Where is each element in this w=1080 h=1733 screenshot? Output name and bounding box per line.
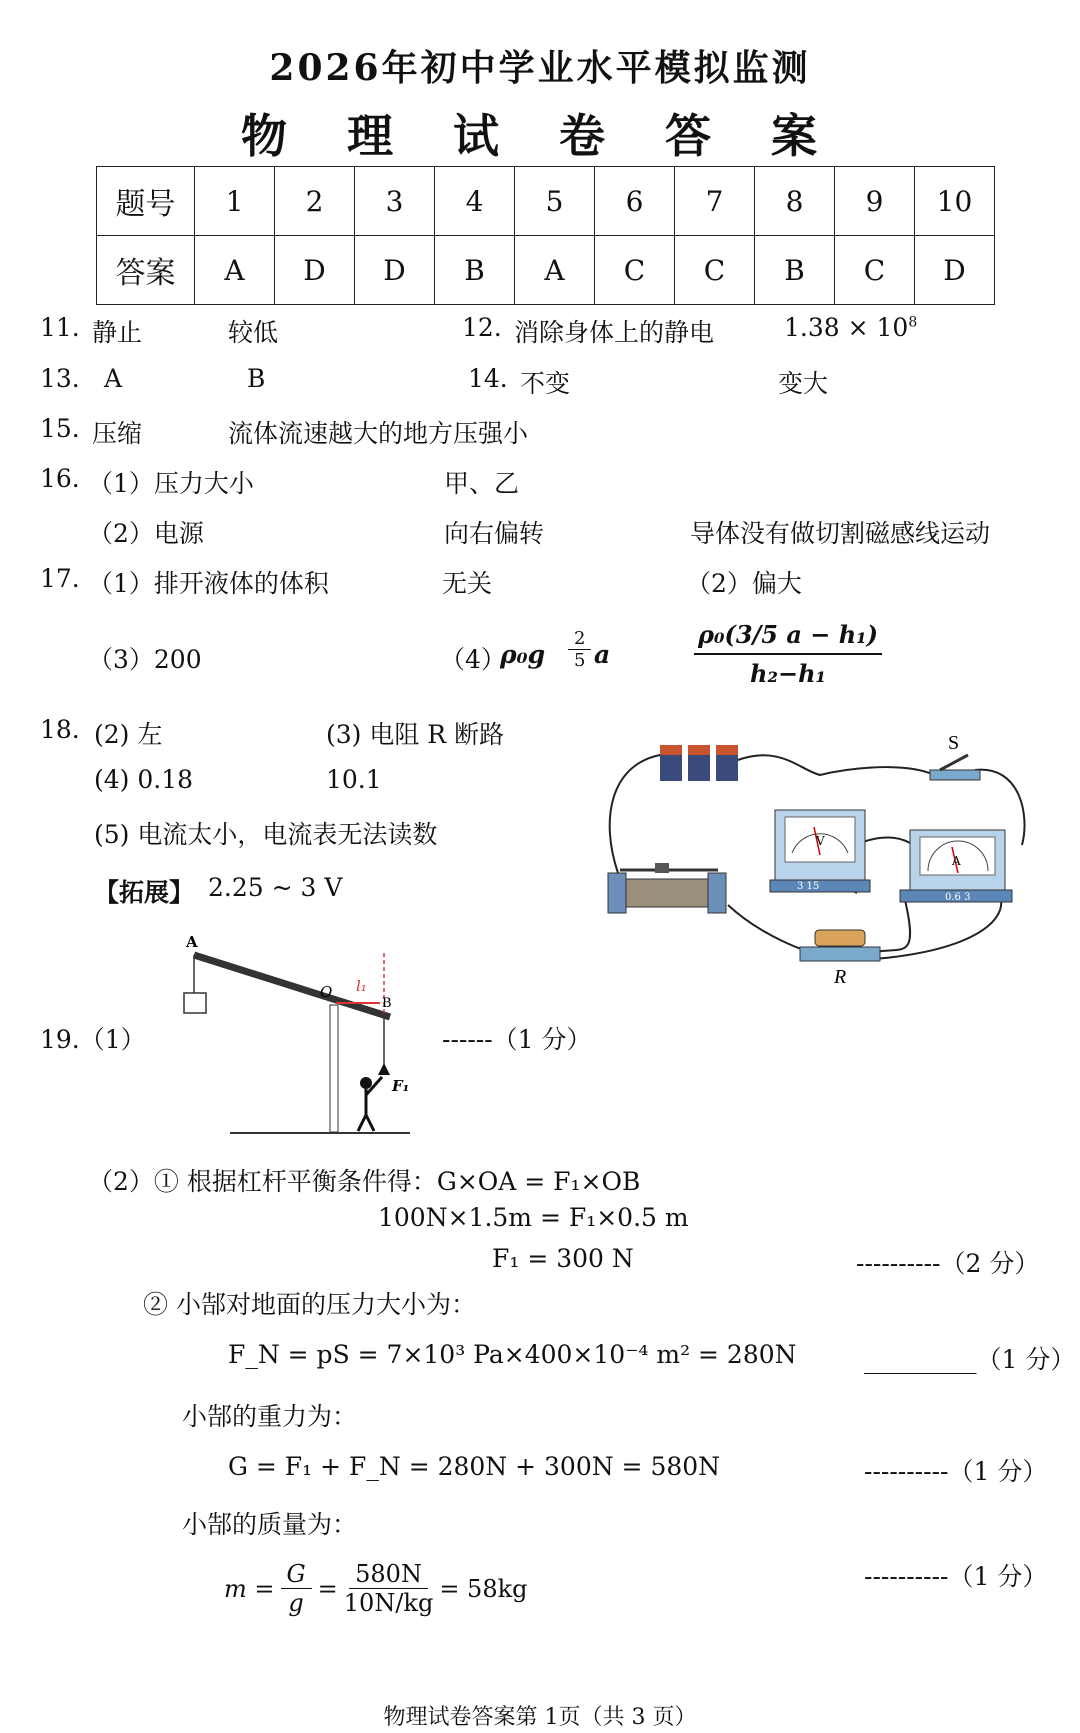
- q17-part1-b: 无关: [442, 569, 493, 598]
- q17-part4: （4）: [440, 645, 506, 674]
- q12-answer-1: 消除身体上的静电: [514, 318, 715, 347]
- q19-score-5: ----------（1 分）: [864, 1562, 1048, 1591]
- answer-table: [96, 166, 995, 305]
- resistor-icon: [800, 930, 880, 961]
- q16-part2-b: 向右偏转: [444, 519, 545, 548]
- battery-icon: [660, 745, 738, 781]
- q19-mass-equation: [224, 1560, 528, 1617]
- fraction-denominator: g: [288, 1589, 304, 1617]
- q18-part5: (5) 电流太小，电流表无法读数: [94, 820, 438, 849]
- q12-exponent: 8: [908, 314, 918, 331]
- table-cell: 2: [275, 167, 355, 236]
- q13-answer-1: A: [104, 364, 123, 393]
- q15-answer-2: 流体流速越大的地方压强小: [228, 419, 529, 448]
- table-cell: 3: [355, 167, 435, 236]
- point-a-label: A: [186, 933, 198, 951]
- q12-number: 12.: [462, 313, 502, 342]
- ammeter-label: A: [952, 854, 961, 868]
- q18-part4-b: 10.1: [326, 765, 382, 794]
- q16-part2: （2）电源: [88, 519, 204, 548]
- weight-box: [184, 993, 206, 1013]
- q17-part3: （3）200: [88, 645, 202, 674]
- q18-extension-label: 【拓展】: [94, 878, 195, 907]
- voltmeter-icon: [770, 810, 870, 892]
- table-cell: 6: [595, 167, 675, 236]
- q15-number: 15.: [40, 414, 80, 443]
- mass-fraction-2: [344, 1560, 434, 1617]
- table-cell: 10: [915, 167, 995, 236]
- page-title: 2026年初中学业水平模拟监测: [269, 47, 811, 89]
- resistor-label: R: [834, 966, 847, 985]
- q17-number: 17.: [40, 564, 80, 593]
- table-header-cell: 题号: [97, 167, 195, 236]
- q19-score-3: _________（1 分）: [864, 1345, 1076, 1374]
- point-o-label: O: [320, 983, 333, 1001]
- q18-part3: (3) 电阻 R 断路: [326, 720, 505, 749]
- table-header-cell: 答案: [97, 236, 195, 305]
- force-f1-label: F₁: [392, 1077, 410, 1095]
- q16-part1-b: 甲、乙: [444, 469, 520, 498]
- table-cell: 8: [755, 167, 835, 236]
- q14-answer-2: 变大: [778, 369, 829, 398]
- table-cell: 7: [675, 167, 755, 236]
- fraction-numerator: 2: [568, 628, 591, 650]
- fraction-numerator: G: [281, 1560, 312, 1589]
- table-row-answers: [97, 236, 995, 305]
- q15-answer-1: 压缩: [92, 419, 143, 448]
- rheostat-icon: [608, 863, 726, 913]
- pivot-post: [330, 1005, 338, 1132]
- table-row-numbers: [97, 167, 995, 236]
- table-cell: 1: [195, 167, 275, 236]
- table-cell: D: [275, 236, 355, 305]
- table-cell: A: [515, 236, 595, 305]
- formula-numerator: ρ₀(3/5 a − h₁): [694, 620, 882, 655]
- q17-density-formula: [694, 620, 882, 688]
- q19-mass-intro: 小郜的质量为：: [182, 1510, 358, 1539]
- table-cell: B: [755, 236, 835, 305]
- table-cell: C: [595, 236, 675, 305]
- equals-sign: =: [317, 1574, 338, 1603]
- table-cell: 4: [435, 167, 515, 236]
- fraction-numerator: 580N: [349, 1560, 428, 1589]
- table-cell: C: [675, 236, 755, 305]
- q16-part2-c: 导体没有做切割磁感线运动: [690, 519, 991, 548]
- ammeter-scale: 0.6 3: [945, 892, 971, 903]
- table-cell: 9: [835, 167, 915, 236]
- q19-part2-line3: F₁ = 300 N: [492, 1244, 634, 1273]
- formula-denominator: h₂−h₁: [750, 659, 827, 688]
- q13-answer-2: B: [247, 364, 266, 393]
- mass-fraction-1: [281, 1560, 312, 1617]
- q19-number: 19.（1）: [40, 1025, 146, 1054]
- table-cell: C: [835, 236, 915, 305]
- q19-gravity-intro: 小郜的重力为：: [182, 1402, 358, 1431]
- q18-number: 18.: [40, 715, 80, 744]
- table-cell: D: [915, 236, 995, 305]
- q16-number: 16.: [40, 464, 80, 493]
- mass-eq-right: = 58kg: [439, 1574, 528, 1603]
- q19-score-4: ----------（1 分）: [864, 1457, 1048, 1486]
- q19-pressure-equation: F_N = pS = 7×10³ Pa×400×10⁻⁴ m² = 280N: [228, 1340, 797, 1369]
- voltmeter-scale: 3 15: [797, 881, 820, 892]
- q14-number: 14.: [468, 364, 508, 393]
- table-cell: B: [435, 236, 515, 305]
- switch-label: S: [948, 732, 960, 754]
- fraction-denominator: 10N/kg: [343, 1589, 434, 1617]
- q18-part4: (4) 0.18: [94, 765, 194, 794]
- q19-part2-line2: 100N×1.5m = F₁×0.5 m: [378, 1203, 689, 1232]
- q18-part2: (2) 左: [94, 720, 163, 749]
- q11-answer-1: 静止: [92, 318, 143, 347]
- point-b-label: B: [382, 996, 392, 1011]
- mass-eq-left: m =: [224, 1574, 275, 1603]
- q19-gravity-equation: G = F₁ + F_N = 280N + 300N = 580N: [228, 1452, 721, 1481]
- q19-score-1: ------（1 分）: [442, 1025, 592, 1054]
- table-cell: 5: [515, 167, 595, 236]
- q12-answer-2: [784, 313, 917, 342]
- q17-part4-fraction: [568, 628, 591, 671]
- page-footer: 物理试卷答案第 1页（共 3 页）: [383, 1705, 697, 1730]
- q11-number: 11.: [40, 313, 80, 342]
- q13-number: 13.: [40, 364, 80, 393]
- q11-answer-2: 较低: [228, 318, 279, 347]
- q19-score-2: ----------（2 分）: [856, 1249, 1040, 1278]
- q17-part4-var: a: [594, 640, 611, 669]
- q17-part2: （2）偏大: [686, 569, 802, 598]
- q17-part4-expr: ρ₀g: [500, 640, 546, 669]
- q18-extension-value: 2.25 ~ 3 V: [208, 873, 343, 902]
- table-cell: A: [195, 236, 275, 305]
- q14-answer-1: 不变: [520, 369, 571, 398]
- table-cell: D: [355, 236, 435, 305]
- fraction-denominator: 5: [574, 650, 586, 671]
- page-subtitle: 物 理 试 卷 答 案: [240, 109, 840, 163]
- q19-pressure-intro: ② 小郜对地面的压力大小为：: [143, 1290, 476, 1319]
- lever-diagram: [170, 925, 420, 1145]
- switch-icon: [930, 755, 980, 780]
- q16-part1: （1）压力大小: [88, 469, 254, 498]
- arm-l1-label: l₁: [356, 977, 367, 995]
- voltmeter-label: V: [816, 834, 825, 848]
- arrow-icon: [378, 1063, 390, 1075]
- q17-part1: （1）排开液体的体积: [88, 569, 329, 598]
- person-icon: [360, 1077, 372, 1089]
- q12-base: 1.38 × 10: [784, 313, 909, 342]
- q19-part2-intro: （2）① 根据杠杆平衡条件得：G×OA = F₁×OB: [88, 1167, 641, 1196]
- circuit-diagram: [600, 725, 1030, 985]
